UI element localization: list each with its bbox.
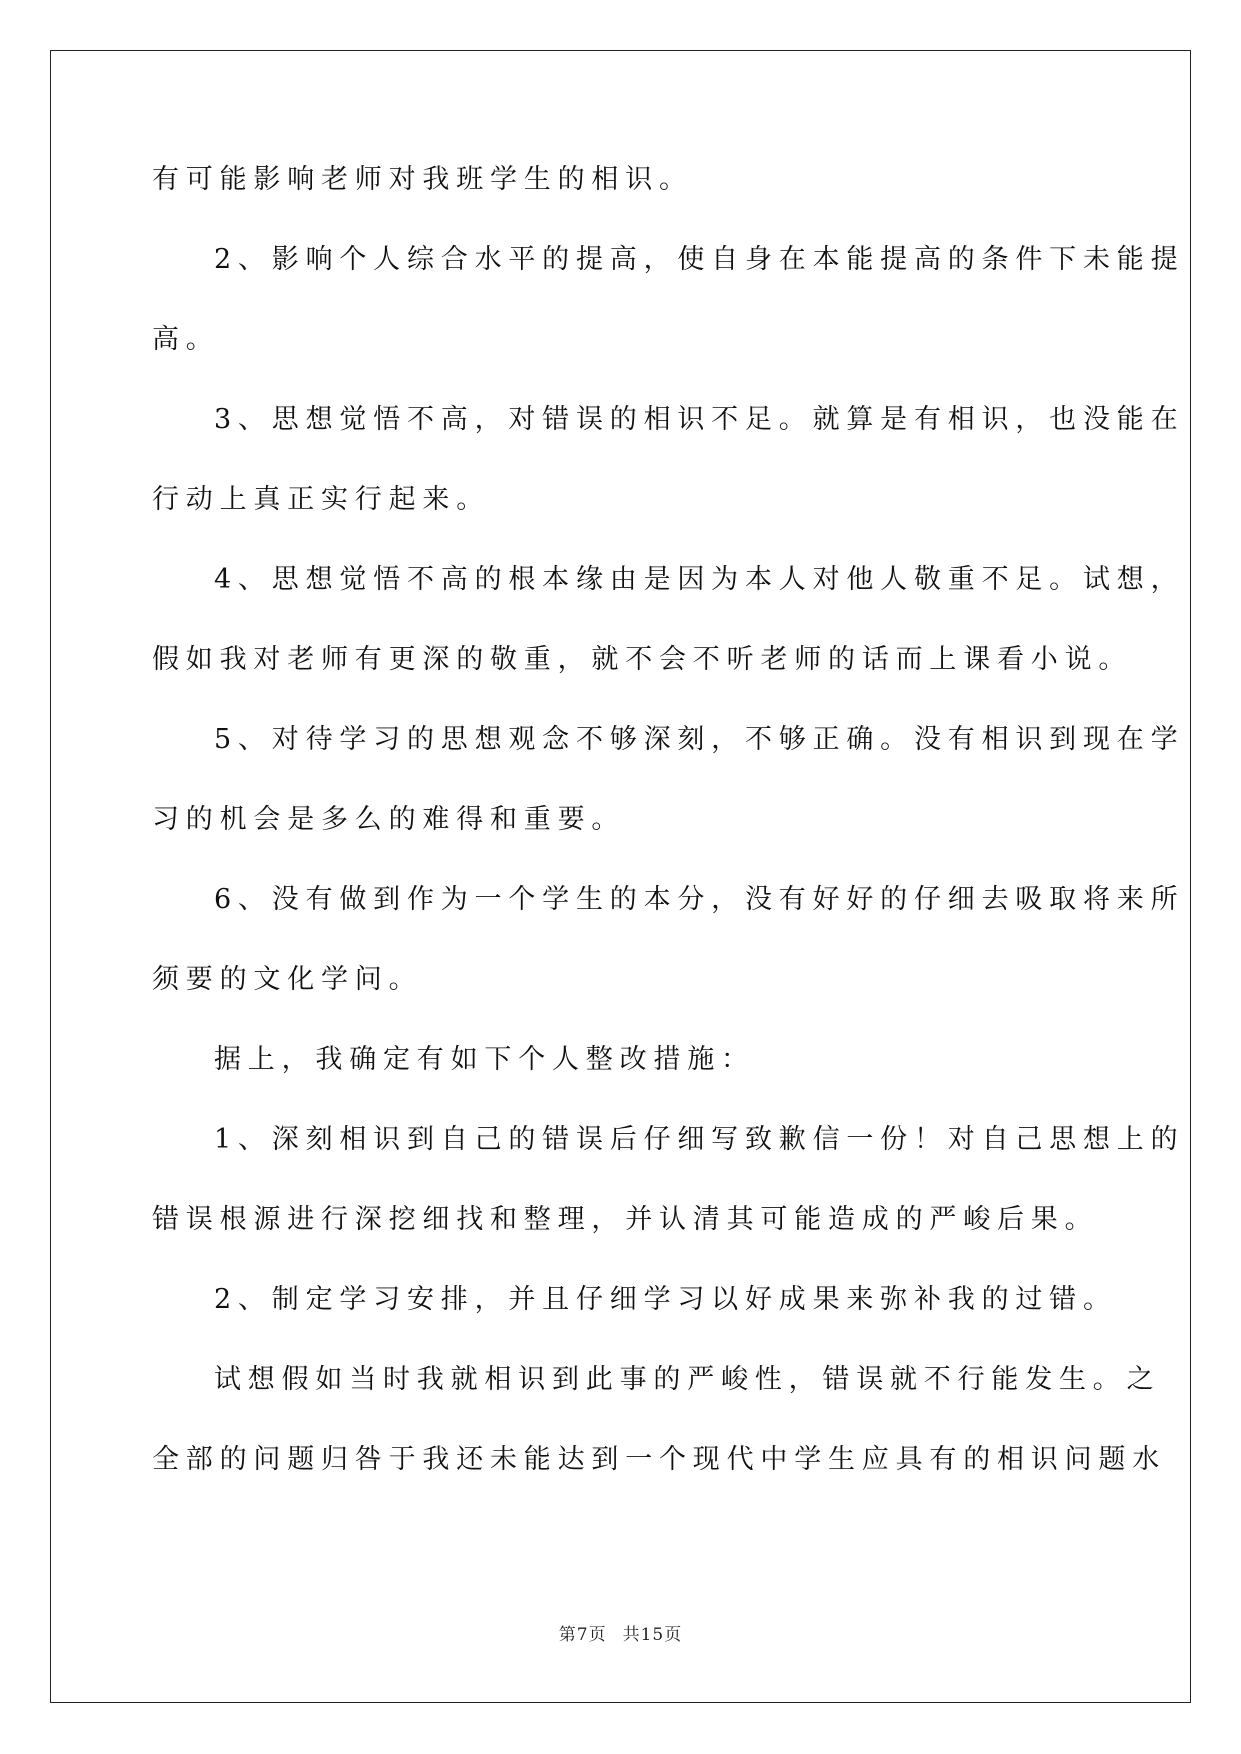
text-line: 高。 xyxy=(152,324,220,355)
total-pages: 共15页 xyxy=(622,1625,683,1645)
text-line: 6、没有做到作为一个学生的本分，没有好好的仔细去吸取将来所 xyxy=(214,884,1185,915)
text-line: 4、思想觉悟不高的根本缘由是因为本人对他人敬重不足。试想， xyxy=(214,564,1185,595)
text-line: 须要的文化学问。 xyxy=(152,964,423,995)
page-footer xyxy=(0,1620,1241,1645)
text-line: 2、影响个人综合水平的提高，使自身在本能提高的条件下未能提 xyxy=(214,244,1185,275)
text-line: 2、制定学习安排，并且仔细学习以好成果来弥补我的过错。 xyxy=(214,1284,1117,1315)
text-line: 3、思想觉悟不高，对错误的相识不足。就算是有相识，也没能在 xyxy=(214,404,1185,435)
text-line: 1、深刻相识到自己的错误后仔细写致歉信一份！对自己思想上的 xyxy=(214,1124,1185,1155)
page-number: 第7页 xyxy=(558,1625,607,1645)
text-line: 假如我对老师有更深的敬重，就不会不听老师的话而上课看小说。 xyxy=(152,644,1133,675)
text-line: 习的机会是多么的难得和重要。 xyxy=(152,804,626,835)
text-line: 5、对待学习的思想观念不够深刻，不够正确。没有相识到现在学 xyxy=(214,724,1185,755)
text-line: 试想假如当时我就相识到此事的严峻性，错误就不行能发生。之 xyxy=(214,1364,1161,1395)
text-line: 有可能影响老师对我班学生的相识。 xyxy=(152,164,693,195)
text-line: 错误根源进行深挖细找和整理，并认清其可能造成的严峻后果。 xyxy=(152,1204,1099,1235)
document-body xyxy=(152,164,1185,1525)
text-line: 行动上真正实行起来。 xyxy=(152,484,490,515)
text-line: 全部的问题归咎于我还未能达到一个现代中学生应具有的相识问题水 xyxy=(152,1444,1166,1475)
text-line: 据上，我确定有如下个人整改措施： xyxy=(214,1044,755,1075)
